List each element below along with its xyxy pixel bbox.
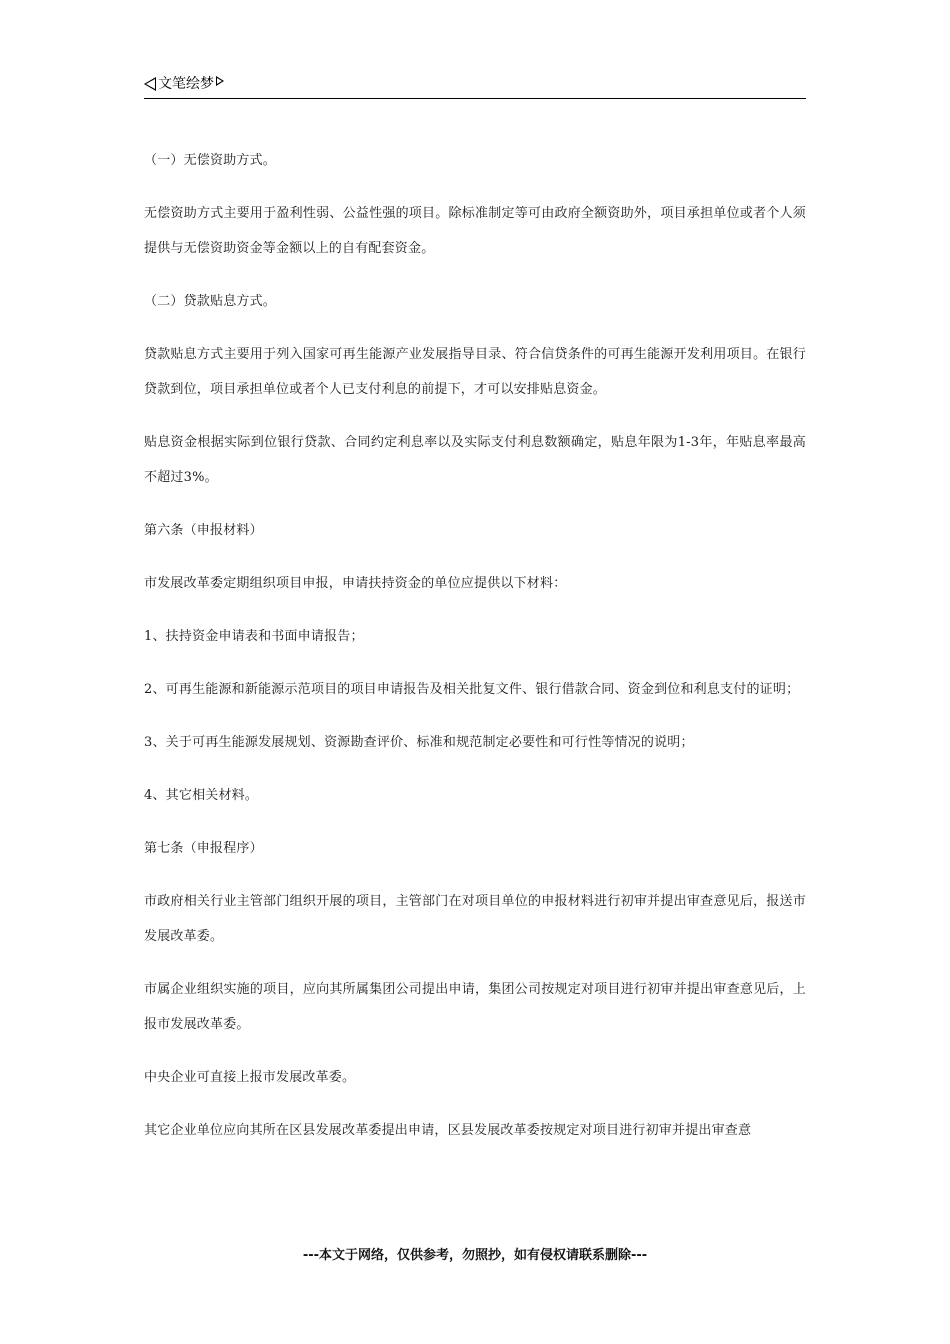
paragraph-2: 无偿资助方式主要用于盈利性弱、公益性强的项目。除标准制定等可由政府全额资助外，项目承担单位或者个人须提供与无偿资助资金等金额以上的自有配套资金。 (144, 206, 806, 256)
brand-text: 文笔绘梦 (158, 76, 214, 92)
paragraph-16: 其它企业单位应向其所在区县发展改革委提出申请，区县发展改革委按规定对项目进行初审并提出审查意 (144, 1123, 752, 1138)
paragraph-1: （一）无偿资助方式。 (144, 153, 277, 168)
paragraph-7: 市发展改革委定期组织项目申报，申请扶持资金的单位应提供以下材料： (144, 576, 567, 591)
list-item-1: 1、扶持资金申请表和书面申请报告； (144, 629, 364, 644)
section-heading-6: 第六条（申报材料） (144, 523, 263, 538)
paragraph-13: 市政府相关行业主管部门组织开展的项目，主管部门在对项目单位的申报材料进行初审并提出审查意见后，报送市发展改革委。 (144, 894, 806, 944)
document-body (144, 143, 806, 1166)
paragraph-15: 中央企业可直接上报市发展改革委。 (144, 1070, 356, 1085)
left-triangle-icon (144, 77, 156, 91)
list-item-2: 2、可再生能源和新能源示范项目的项目申请报告及相关批复文件、银行借款合同、资金到位和利息支付的证明； (144, 682, 800, 697)
paragraph-4: 贷款贴息方式主要用于列入国家可再生能源产业发展指导目录、符合信贷条件的可再生能源开发利用项目。在银行贷款到位，项目承担单位或者个人已支付利息的前提下，才可以安排贴息资金。 (144, 347, 806, 397)
paragraph-14: 市属企业组织实施的项目，应向其所属集团公司提出申请，集团公司按规定对项目进行初审并提出审查意见后，上报市发展改革委。 (144, 982, 806, 1032)
paragraph-3: （二）贷款贴息方式。 (144, 294, 277, 309)
list-item-4: 4、其它相关材料。 (144, 788, 259, 803)
footer-notice: ---本文于网络，仅供参考，勿照抄，如有侵权请联系删除--- (302, 1248, 648, 1263)
paragraph-5: 贴息资金根据实际到位银行贷款、合同约定利息率以及实际支付利息数额确定，贴息年限为1-3年，年贴息率最高不超过3%。 (144, 435, 806, 485)
page-header (144, 74, 806, 99)
list-item-3: 3、关于可再生能源发展规划、资源勘查评价、标准和规范制定必要性和可行性等情况的说明； (144, 735, 694, 750)
section-heading-7: 第七条（申报程序） (144, 841, 263, 856)
brand-logo (144, 74, 224, 94)
right-triangle-icon (216, 76, 224, 86)
